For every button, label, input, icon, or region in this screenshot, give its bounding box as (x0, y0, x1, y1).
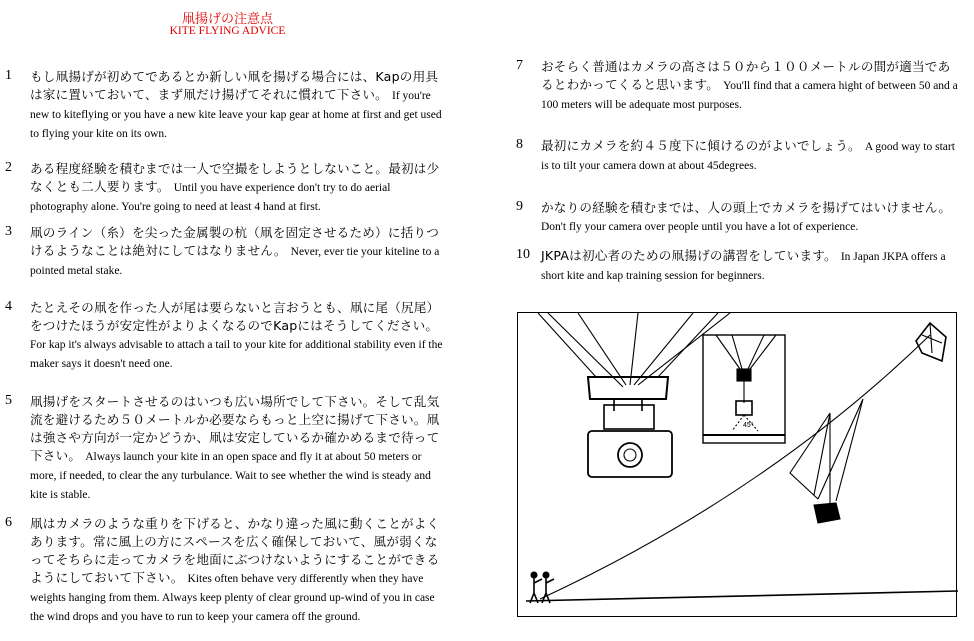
picavet-cross (588, 377, 668, 399)
item-text-japanese: 凧のライン（糸）を尖った金属製の杭（凧を固定させるため）に括りつけるようなことは絶対にしてはなりません。 (30, 225, 440, 258)
camera-lens (618, 443, 642, 467)
item-text-english: You'll find that a camera hight of between 50 and a 100 meters will be adequate most purposes. (541, 80, 958, 111)
item-text-japanese: 最初にカメラを約４５度下に傾けるのがよいでしょう。 (541, 138, 861, 153)
kap-drawing (518, 313, 958, 618)
picavet-lines (790, 399, 863, 503)
item-text-english: In Japan JKPA offers a short kite and kap training session for beginners. (541, 251, 946, 282)
item-text-japanese: 凧揚げをスタートさせるのはいつも広い場所でして下さい。そして乱気流を避けるため５０メートルか必要ならもっと上空に揚げて下さい。凧は強さや方向が一定かどうか、凧は安定しているか確かめるまで待って下さい。 (30, 394, 440, 463)
person-icon (531, 572, 537, 578)
item-text-japanese: もし凧揚げが初めてであるとか新しい凧を揚げる場合には、Kapの用具は家に置いておいて、まず凧だけ揚げてそれに慣れて下さい。 (30, 69, 439, 102)
advice-item-9 (516, 199, 961, 236)
item-number: 10 (516, 247, 530, 262)
advice-item-8 (516, 137, 961, 175)
camera-body (588, 431, 672, 477)
advice-item-1 (5, 68, 445, 143)
title-english: KITE FLYING ADVICE (169, 25, 286, 37)
item-number: 8 (516, 137, 523, 152)
item-text-japanese: ある程度経験を積むまでは一人で空撮をしようとしないこと。最初は少なくとも二人要ります。 (30, 161, 440, 194)
item-text-english: Don't fly your camera over people until you have a lot of experience. (541, 221, 859, 233)
item-number: 5 (5, 393, 12, 408)
advice-item-3 (5, 224, 445, 280)
item-number: 9 (516, 199, 523, 214)
item-text-japanese: たとえその凧を作った人が尾は要らないと言おうとも、凧に尾（尻尾）をつけたほうが安定性がよりよくなるのでKapにはそうしてください。 (30, 300, 440, 333)
item-text-japanese: おそらく普通はカメラの高さは５０から１００メートルの間が適当であるとわかってくると思います。 (541, 59, 951, 92)
advice-item-7 (516, 58, 961, 114)
item-text-english: Always launch your kite in an open space and fly it at about 50 meters or more, if needed, to clear the any turbulance. Wait to see whether the wind is steady and kite is stable. (30, 451, 431, 501)
item-number: 2 (5, 160, 12, 175)
advice-item-5 (5, 393, 445, 504)
item-text-english: For kap it's always advisable to attach a tail to your kite for additional stability even if the maker says it doesn't need one. (30, 339, 443, 370)
camera-cradle (604, 405, 654, 429)
kap-illustration (517, 312, 957, 617)
item-text-english: Until you have experience don't try to do aerial photography alone. You're going to need at least 4 hand at first. (30, 182, 391, 213)
title-japanese: 凧揚げの注意点 (181, 12, 273, 27)
ground-line (526, 591, 958, 601)
item-text-japanese: 凧はカメラのような重りを下げると、かなり違った風に動くことがよくあります。常に風上の方にスペースを広く確保しておいて、風が弱くなってそちらに走ってカメラを地面にぶつけないようにすることができるようにしておいて下さい。 (30, 516, 440, 585)
item-number: 4 (5, 299, 12, 314)
item-text-japanese: かなりの経験を積むまでは、人の頭上でカメラを揚げてはいけません。 (541, 200, 952, 215)
item-number: 3 (5, 224, 12, 239)
person-icon (543, 572, 549, 578)
advice-item-4 (5, 299, 445, 373)
camera-rig-small (814, 503, 840, 523)
advice-item-2 (5, 160, 445, 216)
item-number: 6 (5, 515, 12, 530)
item-text-english: A good way to start is to tilt your camera down at about 45degrees. (541, 141, 955, 172)
item-text-japanese: JKPAは初心者のための凧揚げの講習をしています。 (541, 248, 837, 263)
kite-line (540, 335, 930, 599)
angle-label: 45° (743, 422, 754, 429)
advice-item-6 (5, 515, 445, 626)
advice-item-10 (516, 247, 961, 285)
item-text-english: Never, ever tie your kiteline to a pointed metal stake. (30, 246, 440, 277)
item-text-english: Kites often behave very differently when they have weights hanging from them. Always keep plenty of clear ground up-wind of you in case the wind drops and you have to run to keep your camera off the ground. (30, 573, 435, 623)
item-text-english: If you're new to kiteflying or you have a new kite leave your kap gear at home at first and get used to flying your kite on its own. (30, 90, 442, 140)
item-number: 1 (5, 68, 12, 83)
item-number: 7 (516, 58, 523, 73)
